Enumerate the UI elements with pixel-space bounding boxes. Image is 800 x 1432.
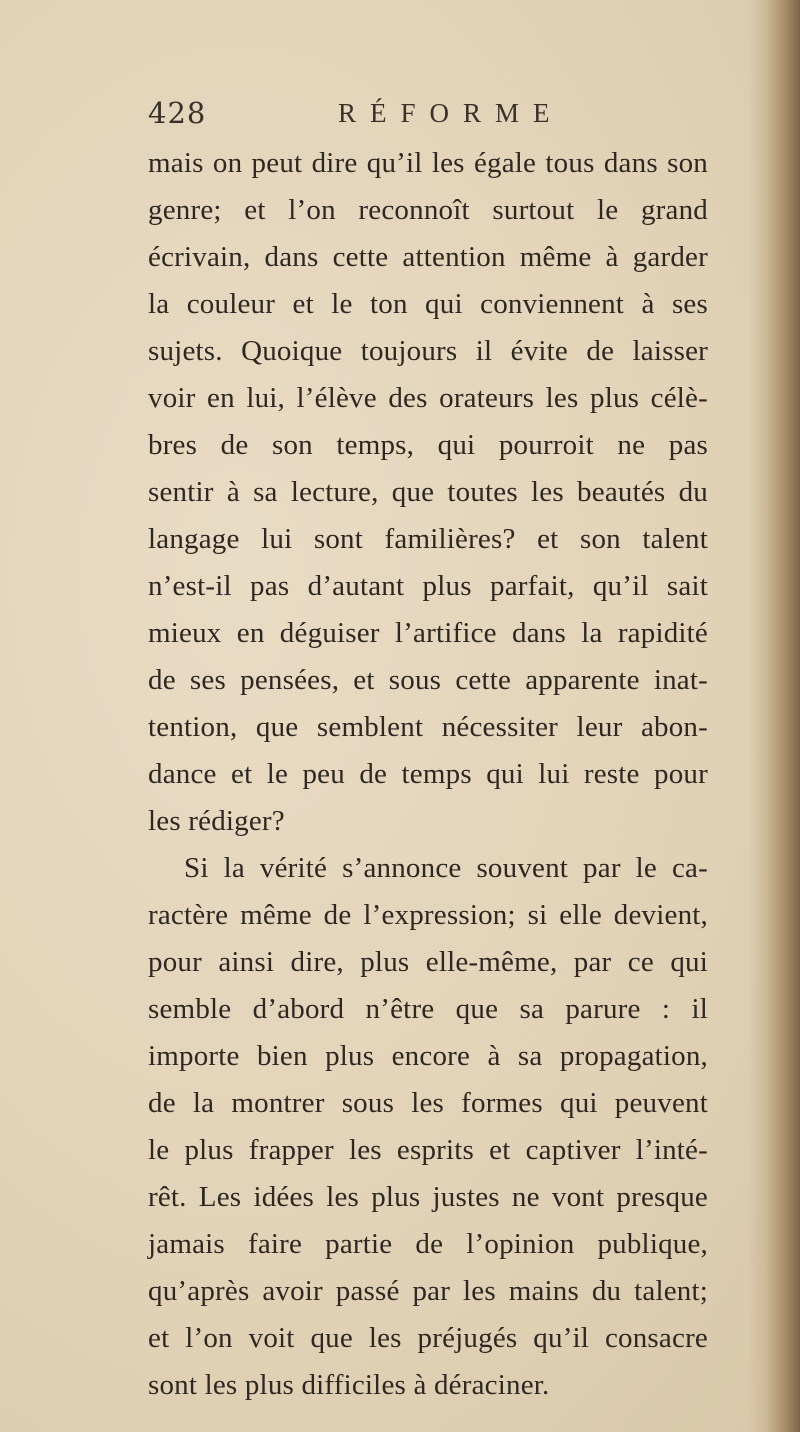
page-edge: [748, 0, 800, 1432]
text-line: sont les plus difficiles à déraciner.: [148, 1369, 550, 1401]
text-line: écrivain, dans cette attention même à garder: [148, 241, 708, 273]
text-line: tention, que semblent nécessiter leur abon-: [148, 711, 708, 743]
page-header: [148, 96, 708, 136]
text-line: jamais faire partie de l’opinion publique,: [148, 1228, 708, 1260]
text-line: sentir à sa lecture, que toutes les beautés du: [148, 476, 708, 508]
text-line: de la montrer sous les formes qui peuvent: [148, 1087, 708, 1119]
text-line: rêt. Les idées les plus justes ne vont presque: [148, 1181, 708, 1213]
page-number: 428: [148, 96, 207, 130]
text-line: Si la vérité s’annonce souvent par le ca-: [184, 852, 708, 884]
text-line: semble d’abord n’être que sa parure : il: [148, 993, 708, 1025]
text-line: n’est-il pas d’autant plus parfait, qu’il sait: [148, 570, 708, 602]
text-line: langage lui sont familières? et son talent: [148, 523, 708, 555]
text-line: le plus frapper les esprits et captiver l’inté-: [148, 1134, 708, 1166]
running-title: RÉFORME: [338, 98, 564, 128]
text-line: mieux en déguiser l’artifice dans la rapidité: [148, 617, 708, 649]
text-line: voir en lui, l’élève des orateurs les plus célè-: [148, 382, 708, 414]
text-line: genre; et l’on reconnoît surtout le grand: [148, 194, 708, 226]
body-text: [148, 140, 708, 1409]
text-line: pour ainsi dire, plus elle-même, par ce qui: [148, 946, 708, 978]
text-line: mais on peut dire qu’il les égale tous dans son: [148, 147, 708, 179]
text-line: de ses pensées, et sous cette apparente inat-: [148, 664, 708, 696]
text-line: la couleur et le ton qui conviennent à ses: [148, 288, 708, 320]
text-line: ractère même de l’expression; si elle devient,: [148, 899, 708, 931]
text-line: importe bien plus encore à sa propagation,: [148, 1040, 708, 1072]
text-line: les rédiger?: [148, 805, 285, 837]
text-line: bres de son temps, qui pourroit ne pas: [148, 429, 708, 461]
text-line: sujets. Quoique toujours il évite de laisser: [148, 335, 708, 367]
text-line: qu’après avoir passé par les mains du talent;: [148, 1275, 708, 1307]
text-line: et l’on voit que les préjugés qu’il consacre: [148, 1322, 708, 1354]
text-line: dance et le peu de temps qui lui reste pour: [148, 758, 708, 790]
